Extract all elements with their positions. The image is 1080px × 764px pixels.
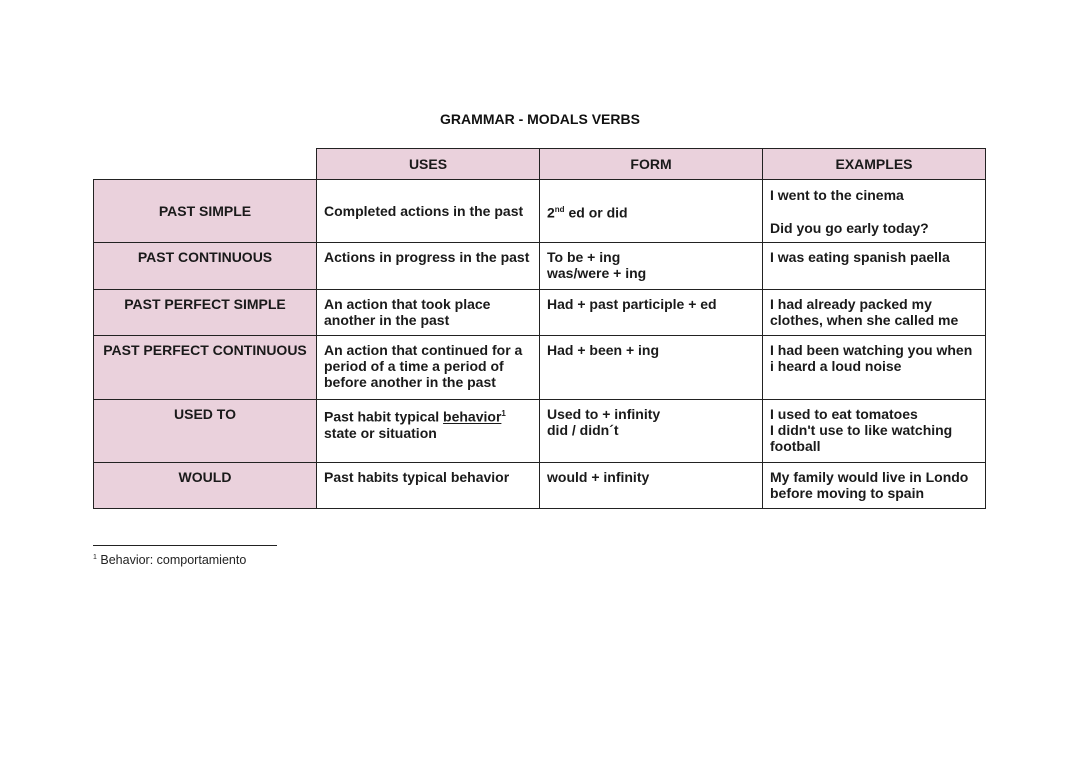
row-label-past-perfect-continuous: PAST PERFECT CONTINUOUS [93,335,317,400]
header-uses: USES [316,148,540,180]
cell-uses: An action that took place another in the past [316,289,540,336]
cell-uses: An action that continued for a period of a time a period of before another in the past [316,335,540,400]
cell-examples: I had been watching you when i heard a loud noise [762,335,986,400]
header-form: FORM [539,148,763,180]
row-label-would: WOULD [93,462,317,509]
cell-uses: Past habit typical behavior$^1$ state or situation [316,399,540,463]
cell-form: Had + past participle + ed [539,289,763,336]
cell-examples [762,179,986,243]
cell-uses: Actions in progress in the past [316,242,540,290]
cell-form: To be + ing was/were + ing [539,242,763,290]
cell-examples: I had already packed my clothes, when she called me [762,289,986,336]
form-text: 2nd ed or did [547,204,628,221]
footnote: $^1$ Behavior: comportamiento [93,553,247,567]
footnote-link[interactable]: behavior [443,408,502,425]
page-title: GRAMMAR - MODALS VERBS [440,111,640,127]
cell-form: would + infinity [539,462,763,509]
cell-uses [316,179,540,243]
cell-examples: I was eating spanish paella [762,242,986,290]
cell-examples: I used to eat tomatoes I didn't use to like watching football [762,399,986,463]
cell-form: Used to + infinity did / didn´t [539,399,763,463]
row-label-used-to: USED TO [93,399,317,463]
example-line: I went to the cinema [770,187,904,203]
cell-examples: My family would live in Londo before moving to spain [762,462,986,509]
cell-form [539,179,763,243]
tense-label: PAST SIMPLE [158,203,252,219]
footnote-divider [93,545,277,546]
example-line: Did you go early today? [770,220,929,236]
header-examples: EXAMPLES [762,148,986,180]
uses-text: Completed actions in the past [324,203,524,219]
row-label-past-continuous: PAST CONTINUOUS [93,242,317,290]
cell-form: Had + been + ing [539,335,763,400]
row-label-past-simple [93,179,317,243]
row-label-past-perfect-simple: PAST PERFECT SIMPLE [93,289,317,336]
cell-uses: Past habits typical behavior [316,462,540,509]
